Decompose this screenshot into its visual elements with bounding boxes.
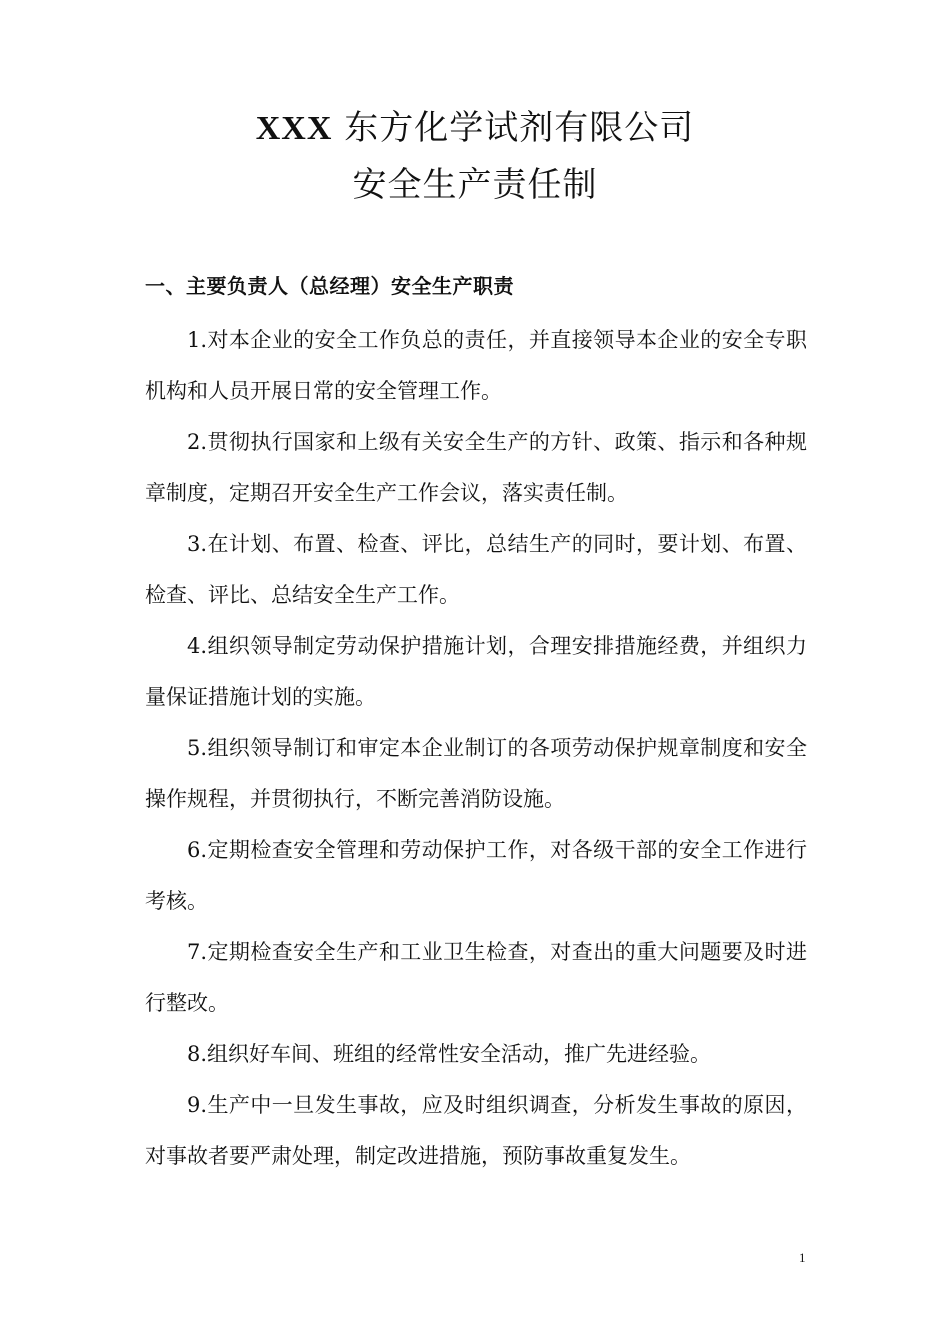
- paragraph-4: 4.组织领导制定劳动保护措施计划，合理安排措施经费，并组织力量保证措施计划的实施。: [145, 634, 807, 709]
- section-heading: 一、主要负责人（总经理）安全生产职责: [145, 274, 514, 298]
- title-prefix: XXX: [255, 110, 333, 147]
- paragraph-6: 6.定期检查安全管理和劳动保护工作，对各级干部的安全工作进行考核。: [145, 838, 807, 913]
- paragraph-7: 7.定期检查安全生产和工业卫生检查，对查出的重大问题要及时进行整改。: [145, 940, 807, 1015]
- paragraph-9: 9.生产中一旦发生事故，应及时组织调查，分析发生事故的原因，对事故者要严肃处理，制定改进措施，预防事故重复发生。: [145, 1093, 807, 1168]
- paragraph-5: 5.组织领导制订和审定本企业制订的各项劳动保护规章制度和安全操作规程，并贯彻执行，不断完善消防设施。: [145, 736, 807, 811]
- paragraph-8: 8.组织好车间、班组的经常性安全活动，推广先进经验。: [187, 1042, 712, 1066]
- paragraph-2: 2.贯彻执行国家和上级有关安全生产的方针、政策、指示和各种规章制度，定期召开安全生产工作会议，落实责任制。: [145, 430, 807, 505]
- title-company: 东方化学试剂有限公司: [344, 108, 695, 148]
- paragraph-1: 1.对本企业的安全工作负总的责任，并直接领导本企业的安全专职机构和人员开展日常的安全管理工作。: [145, 328, 807, 403]
- title-block: [0, 100, 950, 213]
- document-title: [0, 100, 950, 157]
- paragraph-3: 3.在计划、布置、检查、评比，总结生产的同时，要计划、布置、检查、评比、总结安全生产工作。: [145, 532, 807, 607]
- page-number: 1: [799, 1250, 806, 1265]
- section-body: [145, 315, 807, 1182]
- document-subtitle: 安全生产责任制: [352, 165, 598, 205]
